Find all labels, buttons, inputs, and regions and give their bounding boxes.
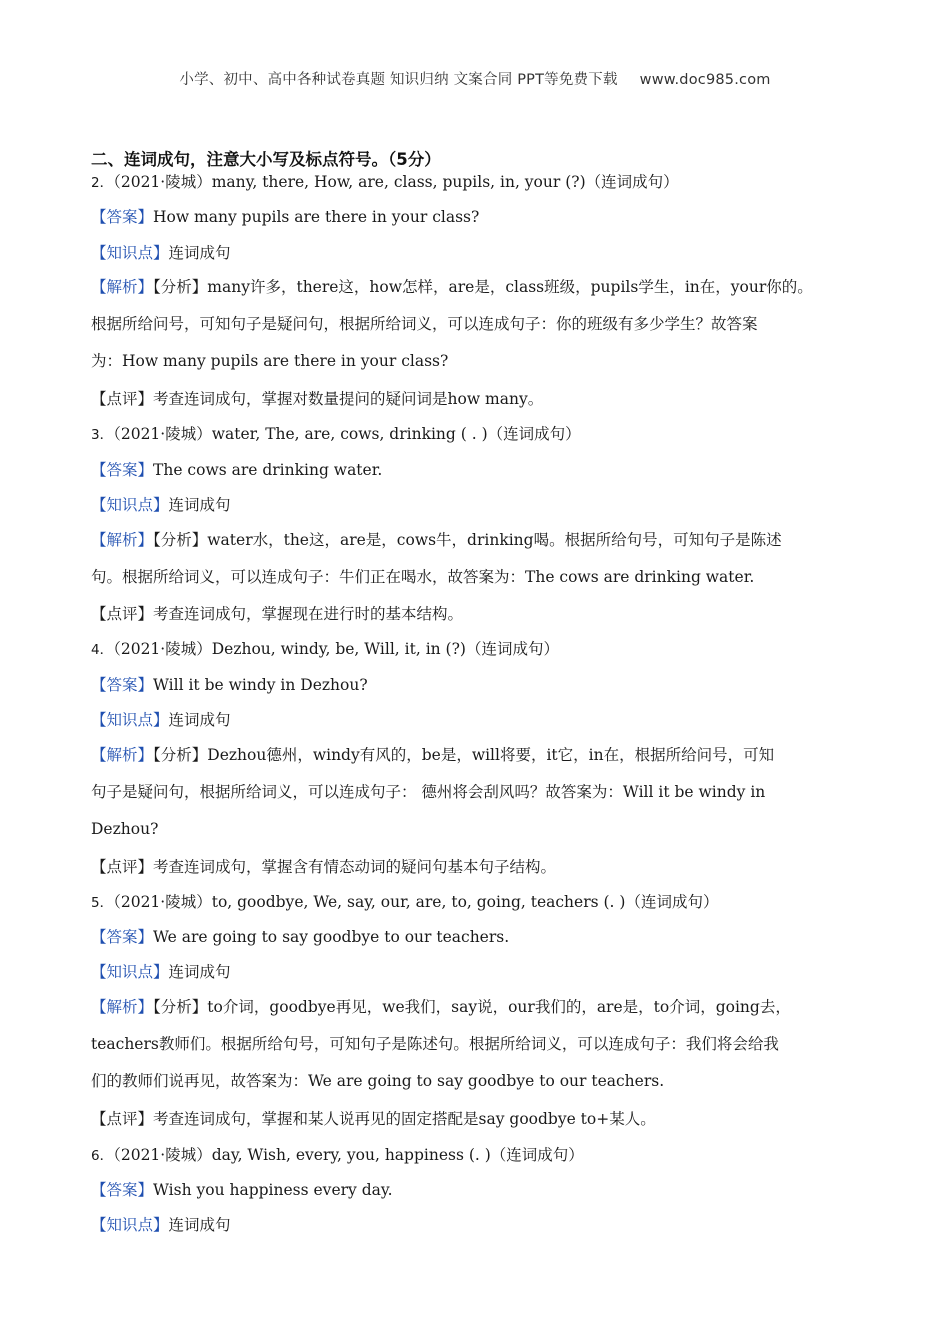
- knowledge-line: 【知识点】连词成句: [91, 963, 231, 981]
- question-stem: 5．（2021·陵城）to, goodbye, We, say, our, are, to, going, teachers (. )（连词成句）: [91, 893, 719, 911]
- analysis-line: 根据所给问号，可知句子是疑问句，根据所给词义，可以连成句子：你的班级有多少学生？故答案: [91, 315, 758, 333]
- question-stem: 6．（2021·陵城）day, Wish, every, you, happiness (. )（连词成句）: [91, 1146, 584, 1164]
- header-text: 小学、初中、高中各种试卷真题 知识归纳 文案合同 PPT等免费下载: [179, 72, 618, 88]
- answer-line: 【答案】How many pupils are there in your class?: [91, 208, 480, 226]
- review-line: 【点评】考查连词成句，掌握和某人说再见的固定搭配是say goodbye to+某人。: [91, 1110, 656, 1128]
- analysis-line: teachers教师们。根据所给句号，可知句子是陈述句。根据所给词义，可以连成句子：我们将会给我: [91, 1035, 779, 1053]
- analysis-line: 【解析】【分析】many许多，there这，how怎样，are是，class班级，pupils学生，in在，your你的。: [91, 278, 813, 296]
- analysis-line: Dezhou?: [91, 820, 159, 838]
- knowledge-line: 【知识点】连词成句: [91, 496, 231, 514]
- analysis-line: 们的教师们说再见，故答案为：We are going to say goodbye to our teachers.: [91, 1072, 665, 1090]
- answer-line: 【答案】The cows are drinking water.: [91, 461, 383, 479]
- answer-line: 【答案】We are going to say goodbye to our teachers.: [91, 928, 510, 946]
- knowledge-line: 【知识点】连词成句: [91, 711, 231, 729]
- analysis-line: 【解析】【分析】Dezhou德州，windy有风的，be是，will将要，it它，in在，根据所给问号，可知: [91, 746, 775, 764]
- analysis-line: 句子是疑问句，根据所给词义，可以连成句子： 德州将会刮风吗？故答案为：Will it be windy in: [91, 783, 766, 801]
- question-stem: 4．（2021·陵城）Dezhou, windy, be, Will, it, in (?)（连词成句）: [91, 640, 559, 658]
- review-line: 【点评】考查连词成句，掌握含有情态动词的疑问句基本句子结构。: [91, 858, 557, 876]
- answer-line: 【答案】Will it be windy in Dezhou?: [91, 676, 368, 694]
- analysis-line: 【解析】【分析】water水，the这，are是，cows牛，drinking喝。根据所给句号，可知句子是陈述: [91, 531, 782, 549]
- page-header: [0, 68, 950, 89]
- review-line: 【点评】考查连词成句，掌握现在进行时的基本结构。: [91, 605, 464, 623]
- section-title: 二、连词成句，注意大小写及标点符号。（5分）: [91, 150, 441, 169]
- question-stem: 2．（2021·陵城）many, there, How, are, class, pupils, in, your (?)（连词成句）: [91, 173, 679, 191]
- knowledge-line: 【知识点】连词成句: [91, 244, 231, 262]
- header-site-link[interactable]: www.doc985.com: [639, 72, 771, 88]
- analysis-line: 句。根据所给词义，可以连成句子：牛们正在喝水，故答案为：The cows are drinking water.: [91, 568, 755, 586]
- answer-line: 【答案】Wish you happiness every day.: [91, 1181, 393, 1199]
- review-line: 【点评】考查连词成句，掌握对数量提问的疑问词是how many。: [91, 390, 544, 408]
- question-stem: 3．（2021·陵城）water, The, are, cows, drinking ( . )（连词成句）: [91, 425, 581, 443]
- knowledge-line: 【知识点】连词成句: [91, 1216, 231, 1234]
- analysis-line: 【解析】【分析】to介词，goodbye再见，we我们，say说，our我们的，are是，to介词，going去，: [91, 998, 791, 1016]
- analysis-line: 为：How many pupils are there in your class?: [91, 352, 449, 370]
